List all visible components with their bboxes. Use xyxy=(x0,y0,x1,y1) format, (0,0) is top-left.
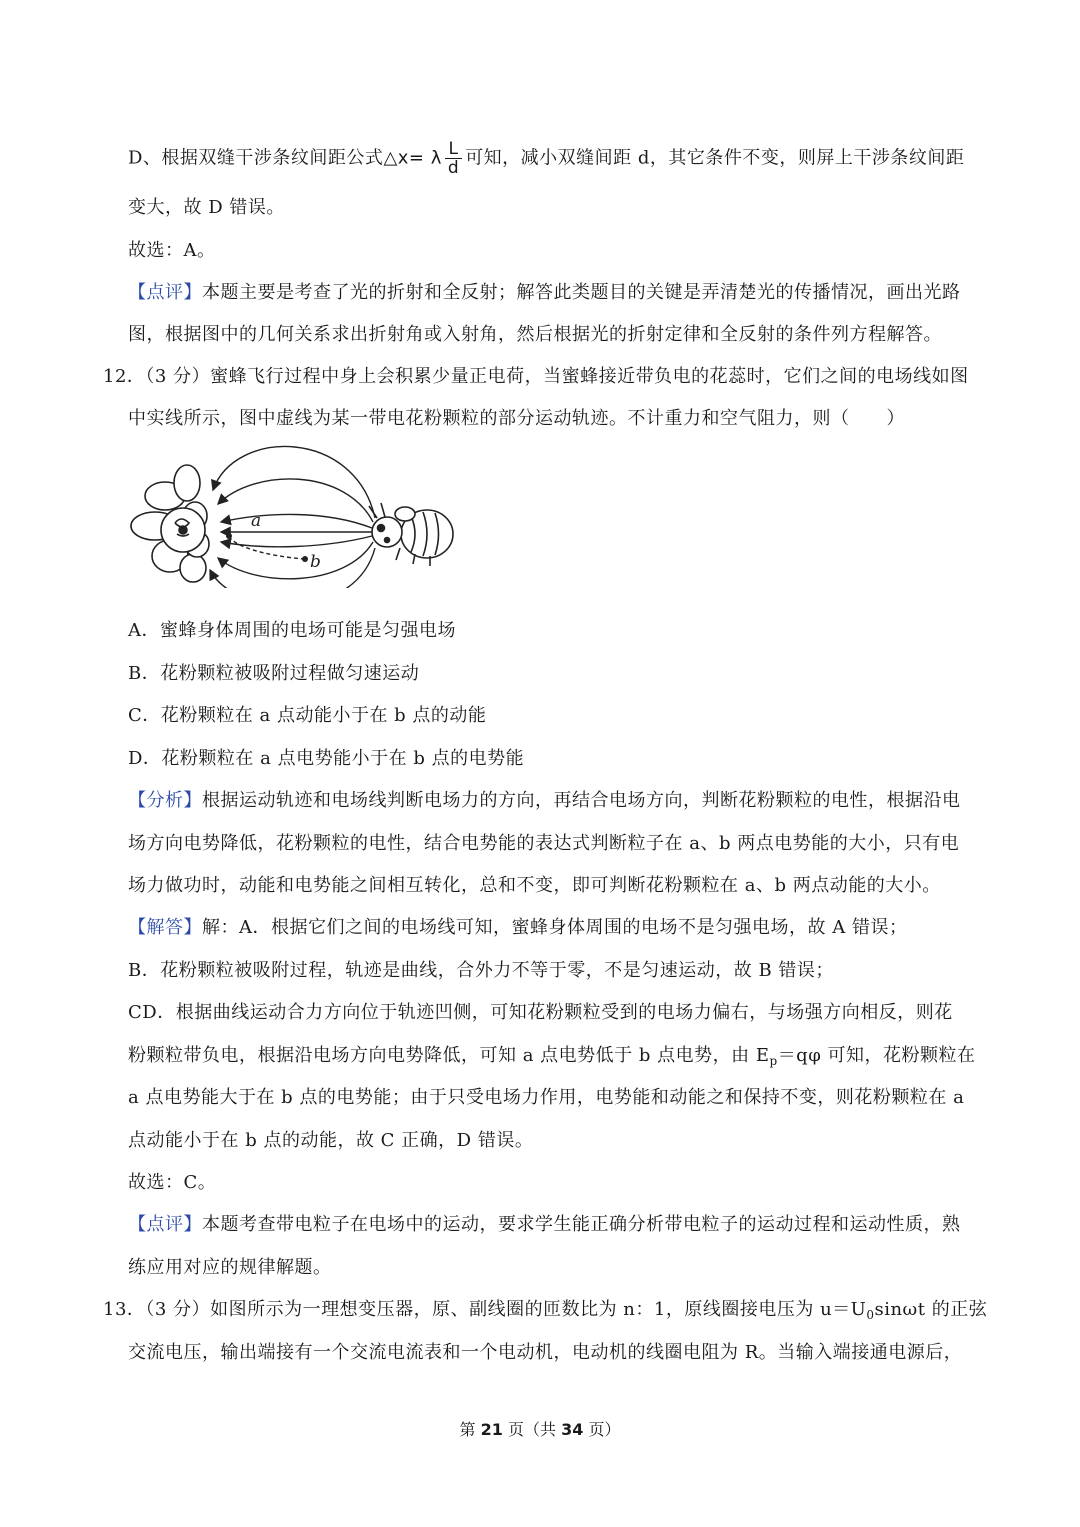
electric-field-diagram xyxy=(125,438,460,588)
fraction-denominator: d xyxy=(447,158,460,178)
point-a-marker xyxy=(226,533,232,539)
formula-fraction xyxy=(445,140,462,177)
text: 根据运动轨迹和电场线判断电场力的方向，再结合电场方向，判断花粉颗粒的电性，根据沿电 xyxy=(202,790,961,811)
text-line: 场方向电势降低，花粉颗粒的电性，结合电势能的表达式判断粒子在 a、b 两点电势能的大小，只有电 xyxy=(128,833,960,854)
field-lines xyxy=(210,447,375,588)
text-line: B．花粉颗粒被吸附过程，轨迹是曲线，合外力不等于零，不是匀速运动，故 B 错误； xyxy=(128,960,834,981)
text: 页（共 xyxy=(502,1420,562,1439)
text: 可知，减小双缝间距 d，其它条件不变，则屏上干涉条纹间距 xyxy=(465,147,965,169)
review-tag: 【点评】 xyxy=(128,1214,202,1235)
formula-delta: △x= λ xyxy=(383,147,442,169)
text: D、根据双缝干涉条纹间距公式 xyxy=(128,147,384,169)
text: 第 xyxy=(459,1420,481,1439)
text-line: 交流电压，输出端接有一个交流电流表和一个电动机，电动机的线圈电阻为 R。当输入端接通电源后， xyxy=(128,1342,963,1363)
question-13-stem xyxy=(103,1297,987,1328)
text: 本题考查带电粒子在电场中的运动，要求学生能正确分析带电粒子的运动过程和运动性质，熟 xyxy=(202,1214,961,1235)
analysis-line xyxy=(128,788,961,814)
text-line: CD．根据曲线运动合力方向位于轨迹凹侧，可知花粉颗粒受到的电场力偏右，与场强方向相反，则花 xyxy=(128,1002,953,1023)
answer-line xyxy=(128,915,907,941)
text-line: 练应用对应的规律解题。 xyxy=(128,1257,332,1278)
option-d: D．花粉颗粒在 a 点电势能小于在 b 点的电势能 xyxy=(128,748,525,769)
answer-choice: 故选：A。 xyxy=(128,240,216,261)
option-b: B．花粉颗粒被吸附过程做匀速运动 xyxy=(128,663,420,684)
text: 13．（3 分）如图所示为一理想变压器，原、副线圈的匝数比为 n：1，原线圈接电压为 u＝U xyxy=(103,1299,867,1320)
page-number: 21 xyxy=(480,1420,503,1439)
answer-tag: 【解答】 xyxy=(128,917,202,938)
point-a-label: a xyxy=(251,511,262,531)
text-line: 图，根据图中的几何关系求出折射角或入射角，然后根据光的折射定律和全反射的条件列方程解答。 xyxy=(128,324,942,345)
point-b-label: b xyxy=(310,552,321,572)
text-line: a 点电势能大于在 b 点的电势能；由于只受电场力作用，电势能和动能之和保持不变，则花粉颗粒在 a xyxy=(128,1087,965,1108)
subscript: p xyxy=(769,1054,778,1068)
text: 页） xyxy=(583,1420,621,1439)
flower-icon xyxy=(131,465,209,582)
total-pages: 34 xyxy=(561,1420,584,1439)
analysis-tag: 【分析】 xyxy=(128,790,202,811)
text-line xyxy=(128,1043,976,1074)
bee-icon xyxy=(369,503,453,566)
text-line: 点动能小于在 b 点的动能，故 C 正确，D 错误。 xyxy=(128,1130,534,1151)
text: ＝qφ 可知，花粉颗粒在 xyxy=(777,1045,976,1066)
text: 粉颗粒带负电，根据沿电场方向电势降低，可知 a 点电势低于 b 点电势，由 E xyxy=(128,1045,770,1066)
particle-trajectory xyxy=(229,536,305,559)
option-d-explanation xyxy=(128,140,964,177)
point-b-marker xyxy=(302,556,308,562)
subscript: 0 xyxy=(866,1308,875,1322)
review-tag: 【点评】 xyxy=(128,282,202,303)
question-12-stem: 12．（3 分）蜜蜂飞行过程中身上会积累少量正电荷，当蜜蜂接近带负电的花蕊时，它们之间的电场线如图 xyxy=(103,366,969,387)
text: 解：A．根据它们之间的电场线可知，蜜蜂身体周围的电场不是匀强电场，故 A 错误； xyxy=(202,917,908,938)
review-line xyxy=(128,280,961,306)
fraction-numerator: L xyxy=(445,140,462,159)
text: 本题主要是考查了光的折射和全反射；解答此类题目的关键是弄清楚光的传播情况，画出光路 xyxy=(202,282,961,303)
text-line: 变大，故 D 错误。 xyxy=(128,197,285,218)
page-footer xyxy=(0,1417,1080,1440)
review-line xyxy=(128,1212,961,1238)
option-a: A．蜜蜂身体周围的电场可能是匀强电场 xyxy=(128,620,456,641)
text: sinωt 的正弦 xyxy=(874,1299,988,1320)
text-line: 场力做功时，动能和电势能之间相互转化，总和不变，即可判断花粉颗粒在 a、b 两点动能的大小。 xyxy=(128,875,941,896)
answer-choice: 故选：C。 xyxy=(128,1172,217,1193)
text-line: 中实线所示，图中虚线为某一带电花粉颗粒的部分运动轨迹。不计重力和空气阻力，则（ ） xyxy=(128,408,905,429)
option-c: C．花粉颗粒在 a 点动能小于在 b 点的动能 xyxy=(128,705,487,726)
